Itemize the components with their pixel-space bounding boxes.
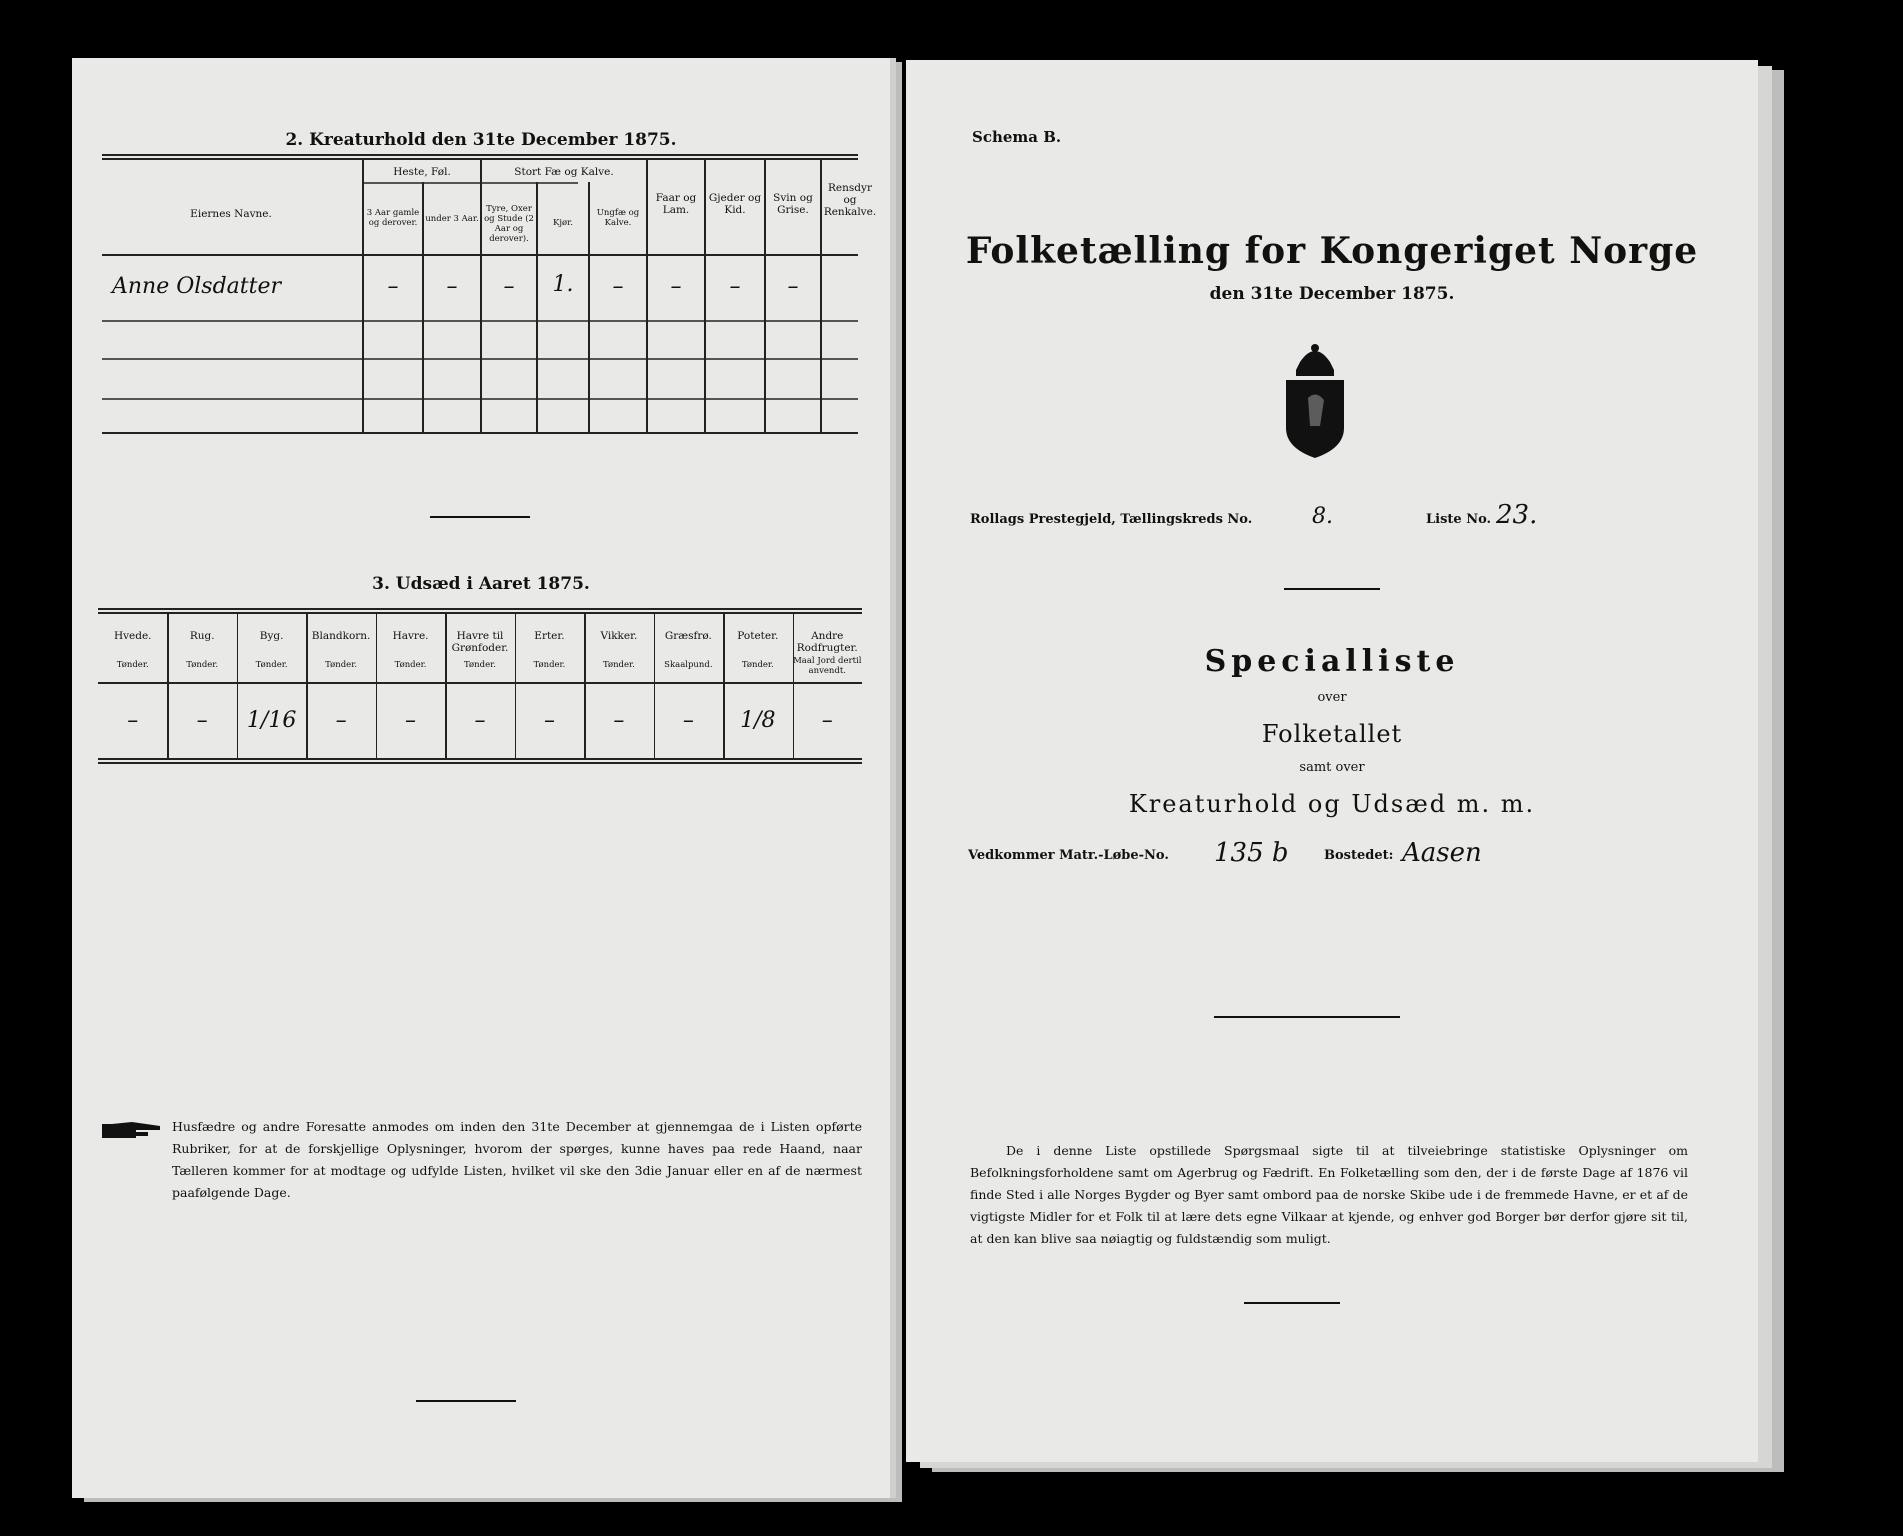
sowing-col-name: Hvede. — [113, 630, 152, 642]
sowing-col-name: Rug. — [189, 630, 215, 642]
coat-of-arms-icon — [1280, 340, 1350, 460]
section3-heading: 3. Udsæd i Aaret 1875. — [372, 574, 590, 594]
pointing-hand-icon — [102, 1118, 166, 1142]
owner-name: Anne Olsdatter — [112, 274, 282, 299]
val-tyre: – — [503, 274, 515, 299]
over-label: over — [1317, 690, 1347, 705]
sowing-col-name: Erter. — [534, 630, 565, 642]
sowing-value: – — [127, 708, 139, 733]
liste-no: 23. — [1496, 500, 1538, 530]
sowing-col-name: Blandkorn. — [311, 630, 371, 642]
sowing-col-name: Andre Rodfrugter. — [796, 630, 858, 654]
col-heste-group: Heste, Føl. — [393, 166, 451, 178]
divider — [1284, 588, 1380, 590]
sowing-col-unit: Tønder. — [464, 660, 496, 670]
col-faar: Faar og Lam. — [655, 192, 697, 216]
val-gjeder: – — [729, 274, 741, 299]
sowing-col-unit: Tønder. — [394, 660, 427, 670]
sowing-value: – — [682, 708, 694, 733]
sowing-col-name: Græsfrø. — [664, 630, 712, 642]
liste-label: Liste No. — [1426, 512, 1492, 527]
col-tyre: Tyre, Oxer og Stude (2 Aar og derover). — [484, 204, 534, 244]
sowing-col-unit: Tønder. — [602, 660, 635, 670]
left-page — [72, 58, 890, 1498]
divider — [430, 516, 530, 518]
info-paragraph: De i denne Liste opstillede Spørgsmaal sigte til at tilveiebringe statistiske Oplysninger om Befolkningsforholdene samt om Agerbrug og Fædrift. En Folketælling som den, der i de første Dage af 1876 vil finde Sted i alle Norges Bygder og Byer samt ombord paa de norske Skibe ude i de fremmede Havne, er et af de vigtigste Midler for et Folk til at lære dets egne Vilkaar at kjende, og enhver god Borger bør derfor gjøre sit til, at den kan blive saa nøiagtig og fuldstændig som muligt. — [970, 1143, 1688, 1246]
val-heste-old: – — [387, 274, 399, 299]
samt-over-label: samt over — [1299, 760, 1365, 775]
page-subtitle: den 31te December 1875. — [1209, 284, 1455, 304]
divider — [1214, 1016, 1400, 1018]
sowing-value: 1/16 — [246, 708, 297, 733]
sowing-value: – — [335, 708, 347, 733]
kreds-no: 8. — [1312, 504, 1333, 529]
prestegjeld-label: Rollags Prestegjeld, Tællingskreds No. — [970, 512, 1253, 527]
col-rensdyr: Rensdyr og Renkalve. — [823, 182, 877, 218]
section2-heading: 2. Kreaturhold den 31te December 1875. — [285, 130, 677, 150]
val-ungfae: – — [612, 274, 624, 299]
sowing-col-unit: Tønder. — [533, 660, 566, 670]
sowing-value: – — [474, 708, 486, 733]
sowing-col-unit: Tønder. — [325, 660, 358, 670]
sowing-col-unit: Maal Jord dertil anvendt. — [793, 656, 862, 676]
col-ungfae: Ungfæ og Kalve. — [596, 208, 640, 228]
page-title: Folketælling for Kongeriget Norge — [965, 230, 1699, 272]
sowing-col-name: Byg. — [259, 630, 284, 642]
sowing-value: – — [821, 708, 833, 733]
sowing-value: 1/8 — [740, 708, 776, 733]
right-page — [906, 60, 1758, 1462]
col-gjeder: Gjeder og Kid. — [708, 192, 762, 216]
bosted-value: Aasen — [1402, 838, 1482, 868]
sowing-value: – — [543, 708, 555, 733]
schema-label: Schema B. — [972, 128, 1062, 146]
bosted-label: Bostedet: — [1324, 848, 1394, 863]
val-faar: – — [670, 274, 682, 299]
kreaturhold-heading: Kreaturhold og Udsæd m. m. — [1128, 790, 1536, 818]
col-stort-group: Stort Fæ og Kalve. — [514, 166, 614, 178]
folketallet-heading: Folketallet — [1261, 720, 1403, 748]
sowing-col-name: Havre til Grønfoder. — [451, 630, 509, 654]
sowing-col-unit: Tønder. — [255, 660, 288, 670]
sowing-col-unit: Tønder. — [186, 660, 219, 670]
col-heste-old: 3 Aar gamle og derover. — [366, 208, 420, 228]
sowing-value: – — [405, 708, 417, 733]
val-kjor: 1. — [552, 272, 574, 297]
sowing-col-name: Vikker. — [600, 630, 638, 642]
notice-text: Husfædre og andre Foresatte anmodes om inden den 31te December at gjennemgaa de i Listen opførte Rubriker, for at de forskjellige Oplysninger, hvorom der spørges, kunne haves paa rede Haand, naar Tælleren kommer for at modtage og udfylde Listen, hvilket vil ske den 3die Januar eller en af de nærmest paafølgende Dage. — [172, 1119, 862, 1200]
val-heste-young: – — [446, 274, 458, 299]
sowing-col-unit: Tønder. — [741, 660, 774, 670]
col-owner: Eiernes Navne. — [190, 208, 272, 220]
col-heste-young: under 3 Aar. — [425, 214, 479, 224]
divider — [1244, 1302, 1340, 1304]
divider — [416, 1400, 516, 1402]
col-kjor: Kjør. — [553, 218, 573, 228]
matr-label: Vedkommer Matr.-Løbe-No. — [968, 848, 1169, 863]
sowing-col-name: Poteter. — [737, 630, 779, 642]
matr-no: 135 b — [1214, 838, 1289, 868]
sowing-col-unit: Tønder. — [116, 660, 149, 670]
col-svin: Svin og Grise. — [773, 192, 813, 216]
specialliste-heading: Specialliste — [1204, 644, 1460, 679]
sowing-value: – — [613, 708, 625, 733]
sowing-col-unit: Skaalpund. — [664, 660, 713, 670]
sowing-value: – — [196, 708, 208, 733]
val-svin: – — [787, 274, 799, 299]
sowing-col-name: Havre. — [392, 630, 429, 642]
